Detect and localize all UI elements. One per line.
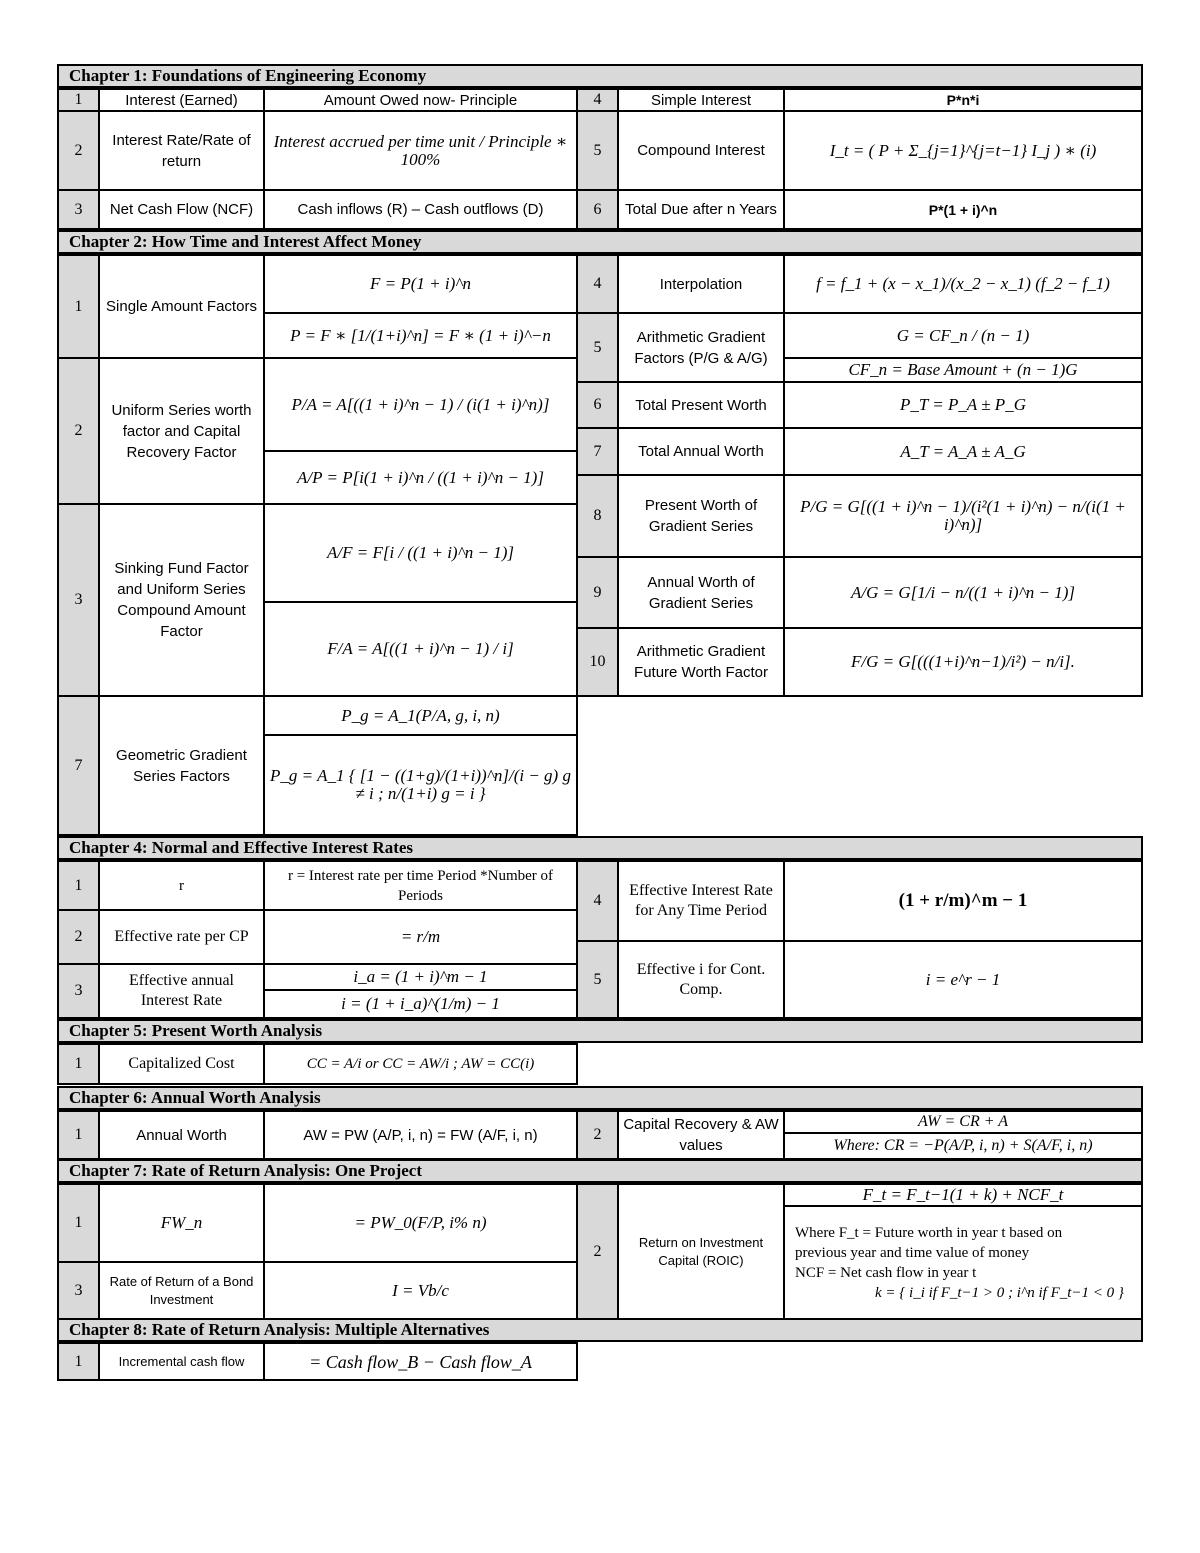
row-formula: P*n*i	[783, 88, 1143, 112]
chapter-5-header: Chapter 5: Present Worth Analysis	[57, 1019, 1143, 1043]
row-label: Interest Rate/Rate of return	[98, 110, 265, 191]
row-number: 1	[57, 254, 100, 359]
row-number: 3	[57, 963, 100, 1019]
row-formula: A_T = A_A ± A_G	[783, 427, 1143, 476]
row-formula: F_t = F_t−1(1 + k) + NCF_t	[783, 1183, 1143, 1207]
row-number: 7	[576, 427, 619, 476]
row-formula: P*(1 + i)^n	[783, 189, 1143, 230]
row-formula: Interest accrued per time unit / Principle ∗ 100%	[263, 110, 578, 191]
row-formula: P_g = A_1 { [1 − ((1+g)/(1+i))^n]/(i − g) g ≠ i ; n/(1+i) g = i }	[263, 734, 578, 836]
row-label: Geometric Gradient Series Factors	[98, 695, 265, 836]
row-label: Effective annual Interest Rate	[98, 963, 265, 1019]
row-formula: F = P(1 + i)^n	[263, 254, 578, 314]
row-label: Net Cash Flow (NCF)	[98, 189, 265, 230]
row-formula: I_t = ( P + Σ_{j=1}^{j=t−1} I_j ) ∗ (i)	[783, 110, 1143, 191]
row-number: 2	[57, 110, 100, 191]
row-label: Annual Worth	[98, 1110, 265, 1160]
row-number: 8	[576, 474, 619, 558]
row-number: 5	[576, 940, 619, 1019]
chapter-1-header: Chapter 1: Foundations of Engineering Economy	[57, 64, 1143, 88]
row-formula: P/A = A[((1 + i)^n − 1) / (i(1 + i)^n)]	[263, 357, 578, 452]
row-formula: F/G = G[(((1+i)^n−1)/i²) − n/i].	[783, 627, 1143, 697]
row-label: Total Annual Worth	[617, 427, 785, 476]
row-number: 1	[57, 1043, 100, 1085]
roic-line: previous year and time value of money	[795, 1244, 1030, 1261]
row-number: 3	[57, 503, 100, 697]
row-label: Sinking Fund Factor and Uniform Series Compound Amount Factor	[98, 503, 265, 697]
row-label: Incremental cash flow	[98, 1342, 265, 1381]
row-formula: Where: CR = −P(A/P, i, n) + S(A/F, i, n)	[783, 1132, 1143, 1160]
row-number: 3	[57, 189, 100, 230]
row-formula: (1 + r/m)^m − 1	[783, 860, 1143, 942]
row-number: 1	[57, 1183, 100, 1263]
row-label: Rate of Return of a Bond Investment	[98, 1261, 265, 1320]
row-number: 2	[576, 1110, 619, 1160]
row-number: 4	[576, 254, 619, 314]
row-formula: A/P = P[i(1 + i)^n / ((1 + i)^n − 1)]	[263, 450, 578, 505]
row-formula: CC = A/i or CC = AW/i ; AW = CC(i)	[263, 1043, 578, 1085]
row-number: 1	[57, 1110, 100, 1160]
row-formula: CF_n = Base Amount + (n − 1)G	[783, 357, 1143, 383]
row-number: 1	[57, 88, 100, 112]
row-label: Effective i for Cont. Comp.	[617, 940, 785, 1019]
row-label: r	[98, 860, 265, 911]
row-label: Uniform Series worth factor and Capital Recovery Factor	[98, 357, 265, 505]
row-formula: A/F = F[i / ((1 + i)^n − 1)]	[263, 503, 578, 603]
row-label: Arithmetic Gradient Future Worth Factor	[617, 627, 785, 697]
row-label: Present Worth of Gradient Series	[617, 474, 785, 558]
row-formula: P_T = P_A ± P_G	[783, 381, 1143, 429]
roic-line: Where F_t = Future worth in year t based on	[795, 1224, 1063, 1241]
row-label: Interpolation	[617, 254, 785, 314]
row-label: Return on Investment Capital (ROIC)	[617, 1183, 785, 1320]
row-formula: AW = PW (A/P, i, n) = FW (A/F, i, n)	[263, 1110, 578, 1160]
chapter-4-header: Chapter 4: Normal and Effective Interest Rates	[57, 836, 1143, 860]
row-formula: f = f_1 + (x − x_1)/(x_2 − x_1) (f_2 − f_1)	[783, 254, 1143, 314]
row-number: 5	[576, 110, 619, 191]
row-label: Single Amount Factors	[98, 254, 265, 359]
row-number: 4	[576, 88, 619, 112]
row-formula: = Cash flow_B − Cash flow_A	[263, 1342, 578, 1381]
row-label: Effective rate per CP	[98, 909, 265, 965]
row-label: Total Due after n Years	[617, 189, 785, 230]
row-number: 2	[57, 909, 100, 965]
row-label: Simple Interest	[617, 88, 785, 112]
row-formula: i = (1 + i_a)^(1/m) − 1	[263, 989, 578, 1019]
row-label: FW_n	[98, 1183, 265, 1263]
row-number: 4	[576, 860, 619, 942]
row-label: Arithmetic Gradient Factors (P/G & A/G)	[617, 312, 785, 383]
row-label: Annual Worth of Gradient Series	[617, 556, 785, 629]
chapter-6-header: Chapter 6: Annual Worth Analysis	[57, 1086, 1143, 1110]
row-number: 6	[576, 189, 619, 230]
chapter-7-header: Chapter 7: Rate of Return Analysis: One Project	[57, 1159, 1143, 1183]
row-formula: AW = CR + A	[783, 1110, 1143, 1134]
row-number: 1	[57, 1342, 100, 1381]
row-formula: = PW_0(F/P, i% n)	[263, 1183, 578, 1263]
row-number: 10	[576, 627, 619, 697]
row-number: 2	[57, 357, 100, 505]
row-number: 1	[57, 860, 100, 911]
chapter-2-header: Chapter 2: How Time and Interest Affect Money	[57, 230, 1143, 254]
row-formula: r = Interest rate per time Period *Number of Periods	[263, 860, 578, 911]
row-formula: Amount Owed now- Principle	[263, 88, 578, 112]
row-formula: P_g = A_1(P/A, g, i, n)	[263, 695, 578, 736]
row-formula: = r/m	[263, 909, 578, 965]
chapter-8-header: Chapter 8: Rate of Return Analysis: Multiple Alternatives	[57, 1318, 1143, 1342]
row-number: 2	[576, 1183, 619, 1320]
row-formula: i = e^r − 1	[783, 940, 1143, 1019]
row-label: Interest (Earned)	[98, 88, 265, 112]
row-number: 7	[57, 695, 100, 836]
row-number: 3	[57, 1261, 100, 1320]
row-number: 6	[576, 381, 619, 429]
row-label: Capital Recovery & AW values	[617, 1110, 785, 1160]
row-formula: F/A = A[((1 + i)^n − 1) / i]	[263, 601, 578, 697]
row-formula: P/G = G[((1 + i)^n − 1)/(i²(1 + i)^n) − n/(i(1 + i)^n)]	[783, 474, 1143, 558]
roic-line: k = { i_i if F_t−1 > 0 ; i^n if F_t−1 < 0 }	[875, 1284, 1124, 1301]
row-formula: P = F ∗ [1/(1+i)^n] = F ∗ (1 + i)^−n	[263, 312, 578, 359]
roic-line: NCF = Net cash flow in year t	[795, 1264, 977, 1281]
row-formula: Cash inflows (R) – Cash outflows (D)	[263, 189, 578, 230]
roic-explanation	[783, 1205, 1143, 1320]
row-formula: i_a = (1 + i)^m − 1	[263, 963, 578, 991]
row-formula: G = CF_n / (n − 1)	[783, 312, 1143, 359]
row-number: 9	[576, 556, 619, 629]
row-label: Total Present Worth	[617, 381, 785, 429]
row-label: Effective Interest Rate for Any Time Period	[617, 860, 785, 942]
row-formula: I = Vb/c	[263, 1261, 578, 1320]
row-label: Compound Interest	[617, 110, 785, 191]
row-number: 5	[576, 312, 619, 383]
row-formula: A/G = G[1/i − n/((1 + i)^n − 1)]	[783, 556, 1143, 629]
row-label: Capitalized Cost	[98, 1043, 265, 1085]
